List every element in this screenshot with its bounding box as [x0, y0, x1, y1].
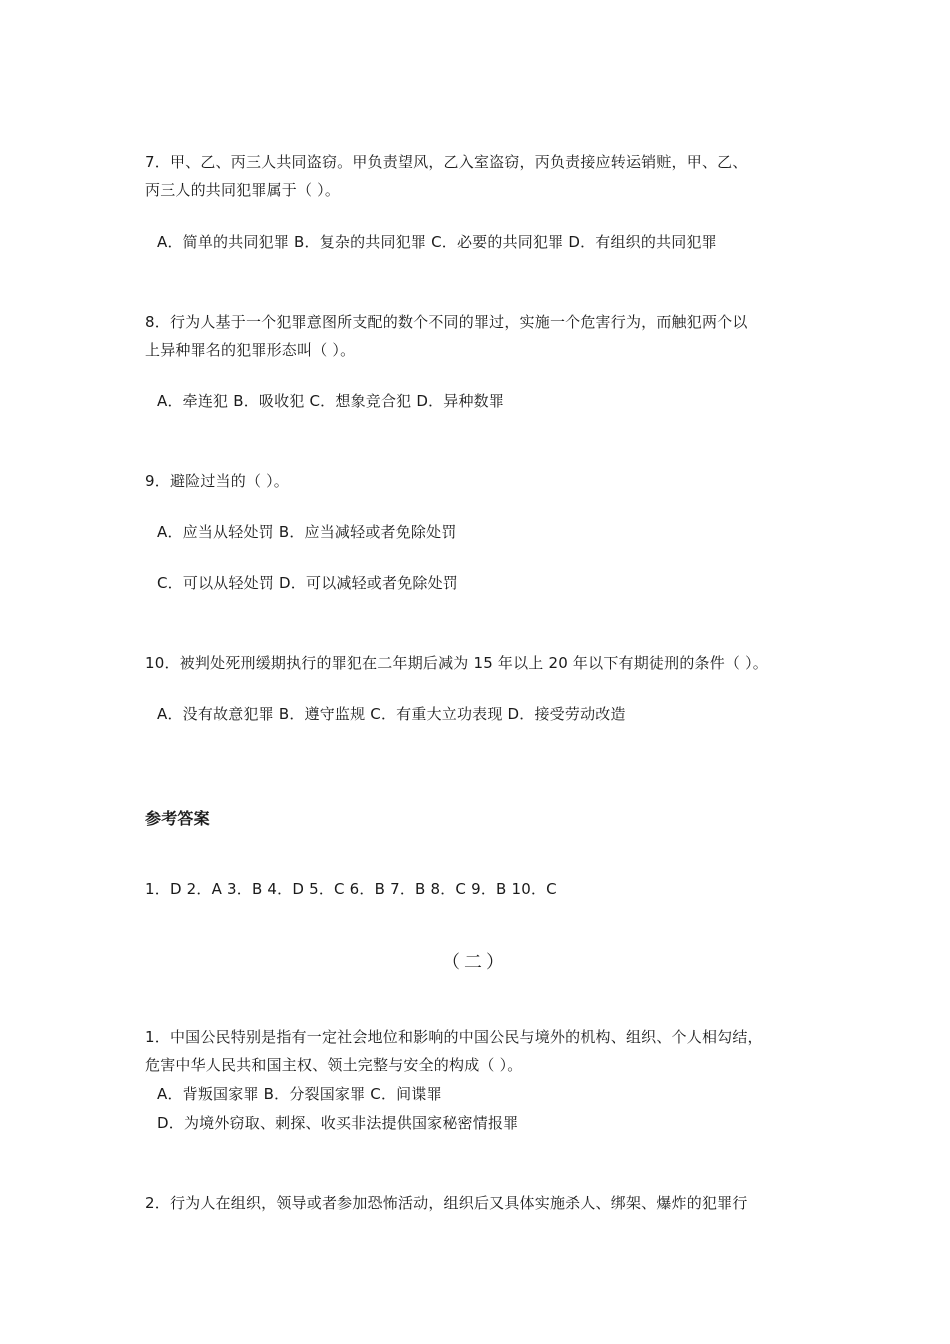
section2-question-2-line1: 2．行为人在组织，领导或者参加恐怖活动，组织后又具体实施杀人、绑架、爆炸的犯罪行 [145, 1194, 748, 1212]
section-title: （二） [442, 952, 508, 973]
question-7-text-line1: 7．甲、乙、丙三人共同盗窃。甲负责望风，乙入室盗窃，丙负责接应转运销赃，甲、乙、 [145, 153, 748, 171]
question-7-text-line2: 丙三人的共同犯罪属于（ ）。 [145, 181, 341, 199]
section2-question-1-options-line2: D．为境外窃取、刺探、收买非法提供国家秘密情报罪 [157, 1114, 519, 1132]
question-10-text: 10．被判处死刑缓期执行的罪犯在二年期后减为 15 年以上 20 年以下有期徒刑的条件（ ）。 [145, 654, 769, 672]
answers-heading: 参考答案 [145, 809, 210, 828]
section2-question-1-line2: 危害中华人民共和国主权、领土完整与安全的构成（ ）。 [145, 1056, 523, 1074]
question-10-options: A．没有故意犯罪 B．遵守监规 C．有重大立功表现 D．接受劳动改造 [157, 705, 626, 723]
question-9-text: 9．避险过当的（ ）。 [145, 472, 290, 490]
question-9-options-line2: C．可以从轻处罚 D．可以减轻或者免除处罚 [157, 574, 458, 592]
answers-list: 1．D 2．A 3．B 4．D 5．C 6．B 7．B 8．C 9．B 10．C [145, 880, 557, 898]
question-9-options-line1: A．应当从轻处罚 B．应当减轻或者免除处罚 [157, 523, 457, 541]
section2-question-1-options-line1: A．背叛国家罪 B．分裂国家罪 C．间谍罪 [157, 1085, 442, 1103]
question-8-text-line2: 上异种罪名的犯罪形态叫（ ）。 [145, 341, 356, 359]
question-7-options: A．简单的共同犯罪 B．复杂的共同犯罪 C．必要的共同犯罪 D．有组织的共同犯罪 [157, 233, 717, 251]
question-8-options: A．牵连犯 B．吸收犯 C．想象竞合犯 D．异种数罪 [157, 392, 505, 410]
question-8-text-line1: 8．行为人基于一个犯罪意图所支配的数个不同的罪过，实施一个危害行为，而触犯两个以 [145, 313, 748, 331]
section2-question-1-line1: 1．中国公民特别是指有一定社会地位和影响的中国公民与境外的机构、组织、个人相勾结， [145, 1028, 763, 1046]
